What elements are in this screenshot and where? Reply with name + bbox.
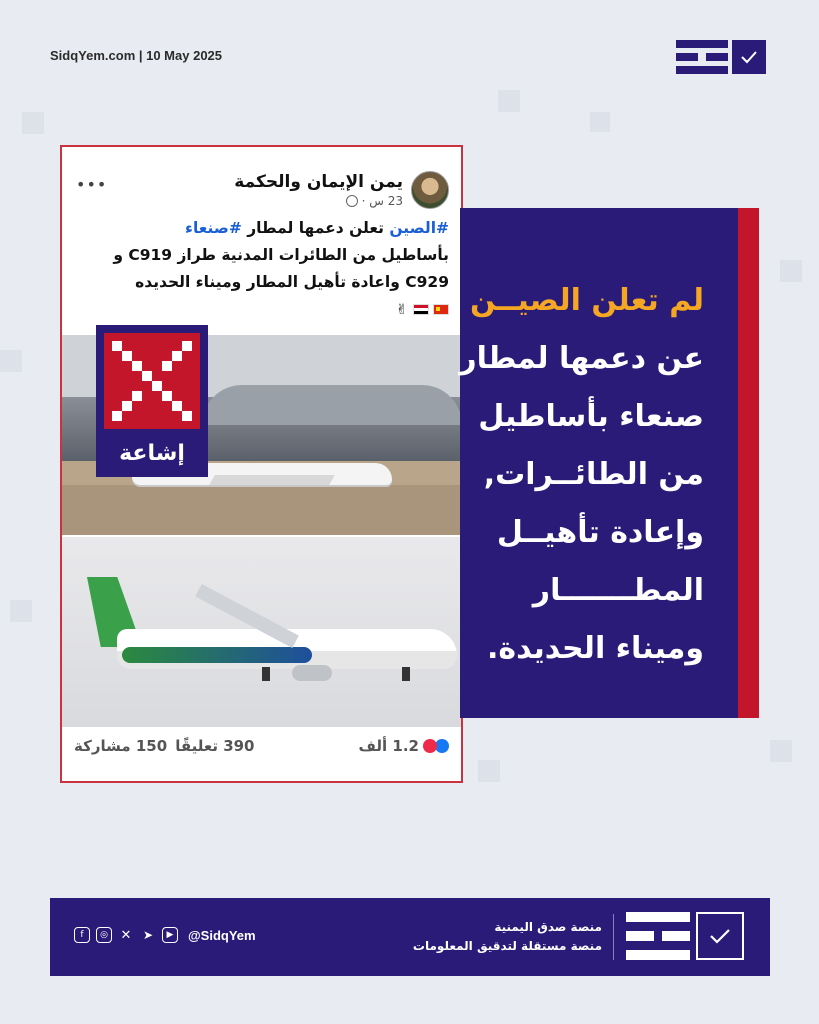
decor-square [22, 112, 44, 134]
panel-line-4: من الطائــرات, [483, 457, 704, 492]
hashtag-china[interactable]: #الصين [389, 219, 449, 237]
decor-square [10, 600, 32, 622]
cross-icon [104, 333, 200, 429]
post-stats [74, 737, 449, 755]
brand-mark [676, 40, 728, 74]
decor-square [780, 260, 802, 282]
post-time: 23 س · [361, 194, 403, 208]
reactions[interactable] [359, 737, 449, 755]
source-date: SidqYem.com | 10 May 2025 [50, 48, 223, 63]
rumor-stamp [96, 325, 208, 477]
panel-line-3: صنعاء بأساطيل [478, 399, 704, 434]
instagram-icon[interactable]: ◎ [96, 927, 112, 943]
decor-square [770, 740, 792, 762]
social-post-card [60, 145, 463, 783]
footer-logo [626, 912, 744, 960]
footer-text [413, 918, 602, 956]
post-meta [234, 194, 403, 208]
china-flag-icon [433, 304, 449, 315]
footer-divider [613, 914, 614, 960]
shares-count[interactable]: 150 مشاركة [74, 737, 168, 755]
brand-mark [626, 912, 690, 960]
like-icon [435, 739, 449, 753]
platform-desc: منصة مستقلة لتدقيق المعلومات [412, 939, 602, 953]
decor-square [0, 350, 22, 372]
panel-line-2: عن دعمها لمطار [459, 341, 704, 376]
brand-logo [676, 40, 766, 74]
x-icon[interactable]: ✕ [120, 927, 132, 943]
platform-name: منصة صدق اليمنية [494, 920, 602, 934]
rumor-label: إشاعة [119, 441, 185, 466]
hashtag-sanaa[interactable]: #صنعاء [185, 219, 242, 237]
more-options-icon[interactable]: ••• [76, 175, 108, 194]
panel-line-6: المطـــــــار [532, 573, 704, 608]
post-text-part: تعلن دعمها لمطار [241, 219, 390, 237]
post-line-3: C929 واعادة تأهيل المطار وميناء الحديده [135, 273, 449, 291]
footer-bar [50, 898, 770, 976]
youtube-icon[interactable]: ▶ [162, 927, 178, 943]
social-links [74, 927, 256, 943]
post-author[interactable]: يمن الإيمان والحكمة [234, 172, 403, 192]
facebook-icon[interactable]: f [74, 927, 90, 943]
globe-icon [346, 195, 358, 207]
decor-square [478, 760, 500, 782]
telegram-icon[interactable]: ➤ [142, 928, 154, 942]
reactions-count: 1.2 ألف [358, 737, 419, 755]
comments-count[interactable]: 390 تعليقًا [175, 737, 255, 755]
check-icon [732, 40, 766, 74]
check-icon [696, 912, 744, 960]
social-handle[interactable]: @SidqYem [188, 927, 256, 943]
peace-emoji: ✌ [395, 302, 408, 318]
post-header [234, 171, 449, 209]
panel-line-1: لم تعلن الصيــن [470, 283, 704, 318]
airplane-photo[interactable] [62, 537, 461, 727]
post-text [69, 215, 449, 324]
panel-line-7: وميناء الحديدة. [487, 631, 704, 666]
panel-line-5: وإعادة تأهيــل [496, 515, 704, 550]
decor-square [590, 112, 610, 132]
avatar[interactable] [411, 171, 449, 209]
panel-accent [735, 208, 759, 718]
post-line-2: بأساطيل من الطائرات المدنية طراز C919 و [113, 246, 449, 264]
fact-check-panel [460, 208, 738, 718]
yemen-flag-icon [413, 304, 429, 315]
love-icon [423, 739, 437, 753]
decor-square [498, 90, 520, 112]
